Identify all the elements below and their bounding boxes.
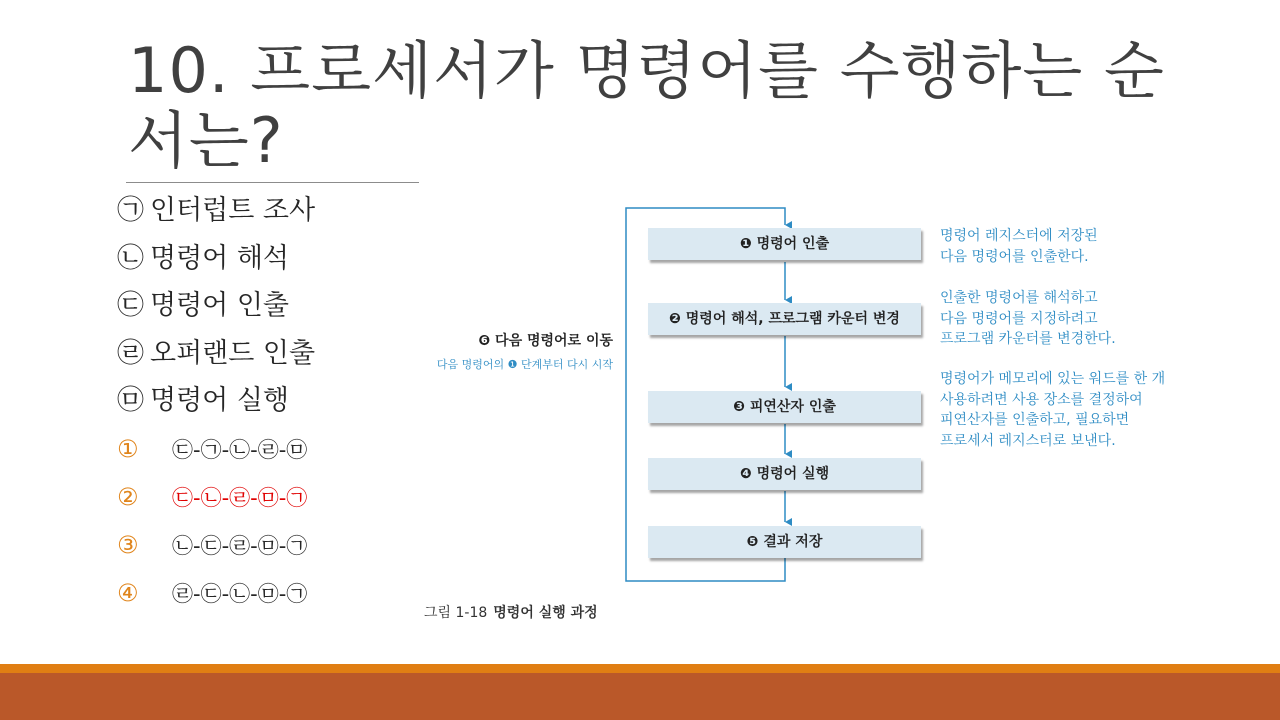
option-number: ② bbox=[117, 483, 139, 511]
note-line: 명령어가 메모리에 있는 워드를 한 개 bbox=[940, 371, 1166, 387]
note-fetch bbox=[940, 226, 1098, 267]
note-line: 피연산자를 인출하고, 필요하면 bbox=[940, 412, 1130, 428]
note-line: 다음 명령어를 지정하려고 bbox=[940, 310, 1098, 327]
step-text: 명령어 해석 bbox=[150, 242, 289, 274]
caption-number: 그림 1-18 bbox=[424, 605, 488, 621]
note-line: 명령어 레지스터에 저장된 bbox=[940, 228, 1098, 244]
flow-box-fetch: ❶ 명령어 인출 bbox=[648, 228, 921, 260]
step-mark: ㉣ bbox=[117, 337, 144, 369]
step-mark: ㉢ bbox=[117, 290, 144, 321]
step-mark: ㉡ bbox=[117, 242, 144, 274]
note-decode bbox=[940, 288, 1116, 350]
footer-band bbox=[0, 673, 1280, 720]
step-text: 인터럽트 조사 bbox=[150, 195, 316, 226]
option-number: ④ bbox=[117, 579, 139, 607]
note-line: 인출한 명령어를 해석하고 bbox=[940, 290, 1098, 306]
slide-title: 10. 프로세서가 명령어를 수행하는 순서는? bbox=[128, 34, 1165, 177]
flow-box-operand-fetch: ❸ 피연산자 인출 bbox=[648, 391, 921, 423]
option-number: ③ bbox=[117, 531, 139, 559]
note-line: 사용하려면 사용 장소를 결정하여 bbox=[940, 391, 1143, 408]
note-line: 프로세서 레지스터로 보낸다. bbox=[940, 432, 1116, 449]
step-text: 명령어 실행 bbox=[150, 385, 289, 416]
flow-box-execute: ❹ 명령어 실행 bbox=[648, 458, 921, 490]
figure-caption bbox=[424, 602, 598, 622]
flow-box-decode: ❷ 명령어 해석, 프로그램 카운터 변경 bbox=[648, 303, 921, 335]
step-mark: ㉤ bbox=[117, 385, 144, 416]
note-line: 프로그램 카운터를 변경한다. bbox=[940, 331, 1116, 347]
step-text: 오퍼랜드 인출 bbox=[150, 337, 316, 369]
loop-sublabel: 다음 명령어의 ❶ 단계부터 다시 시작 bbox=[436, 358, 613, 371]
option-sequence: ㉢-㉠-㉡-㉣-㉤ bbox=[172, 438, 308, 462]
caption-title: 명령어 실행 과정 bbox=[493, 605, 598, 621]
option-sequence: ㉣-㉢-㉡-㉤-㉠ bbox=[172, 582, 308, 606]
footer-accent-stripe bbox=[0, 664, 1280, 673]
step-mark: ㉠ bbox=[117, 195, 144, 226]
note-line: 다음 명령어를 인출한다. bbox=[940, 248, 1089, 265]
option-sequence: ㉡-㉢-㉣-㉤-㉠ bbox=[172, 534, 308, 558]
note-operand-fetch bbox=[940, 369, 1165, 451]
loop-label: ❻ 다음 명령어로 이동 bbox=[478, 333, 613, 349]
flow-box-store: ❺ 결과 저장 bbox=[648, 526, 921, 558]
step-text: 명령어 인출 bbox=[150, 290, 289, 321]
option-sequence: ㉢-㉡-㉣-㉤-㉠ bbox=[172, 486, 308, 510]
option-number: ① bbox=[117, 435, 139, 463]
